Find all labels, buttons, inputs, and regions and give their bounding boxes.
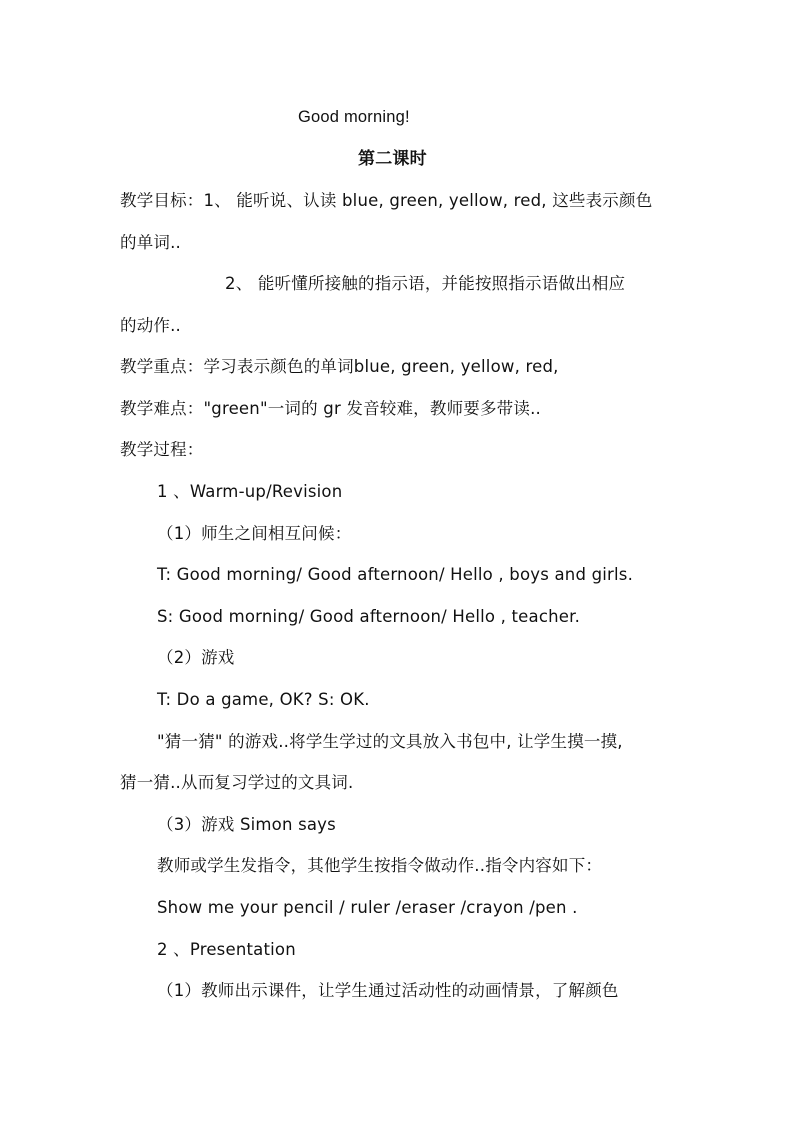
section-warmup: 1 、Warm-up/Revision [157,482,343,501]
guessing-game-line-1: "猜一猜" 的游戏..将学生学过的文具放入书包中, 让学生摸一摸, [157,732,623,751]
warmup-step-1: （1）师生之间相互问候： [157,524,352,543]
teaching-objectives-line-1: 教学目标：1、 能听说、认读 blue, green, yellow, red, 这些表示颜色 [120,191,653,210]
guessing-game-line-2: 猜一猜..从而复习学过的文具词. [120,773,354,792]
section-presentation: 2 、Presentation [157,940,296,959]
simon-says-instruction: 教师或学生发指令，其他学生按指令做动作..指令内容如下： [157,856,603,875]
teaching-process-heading: 教学过程： [120,440,204,459]
warmup-step-2: （2）游戏 [157,648,235,667]
simon-says-command: Show me your pencil / ruler /eraser /crayon /pen . [157,898,578,917]
teacher-greeting-line: T: Good morning/ Good afternoon/ Hello , boys and girls. [157,565,634,584]
teaching-objectives-line-2: 的单词.. [120,233,181,252]
teaching-focus: 教学重点：学习表示颜色的单词blue, green, yellow, red, [120,357,559,376]
game-dialogue-line: T: Do a game, OK? S: OK. [157,690,370,709]
presentation-step-1: （1）教师出示课件，让学生通过活动性的动画情景，了解颜色 [157,981,619,1000]
teaching-difficulty: 教学难点："green"一词的 gr 发音较难，教师要多带读.. [120,399,541,418]
teaching-objectives-line-3: 2、 能听懂所接触的指示语，并能按照指示语做出相应 [225,274,626,293]
student-greeting-line: S: Good morning/ Good afternoon/ Hello , teacher. [157,607,581,626]
document-title: Good morning! [298,108,410,126]
teaching-objectives-line-4: 的动作.. [120,316,181,335]
warmup-step-3: （3）游戏 Simon says [157,815,336,834]
lesson-heading: 第二课时 [358,149,427,169]
